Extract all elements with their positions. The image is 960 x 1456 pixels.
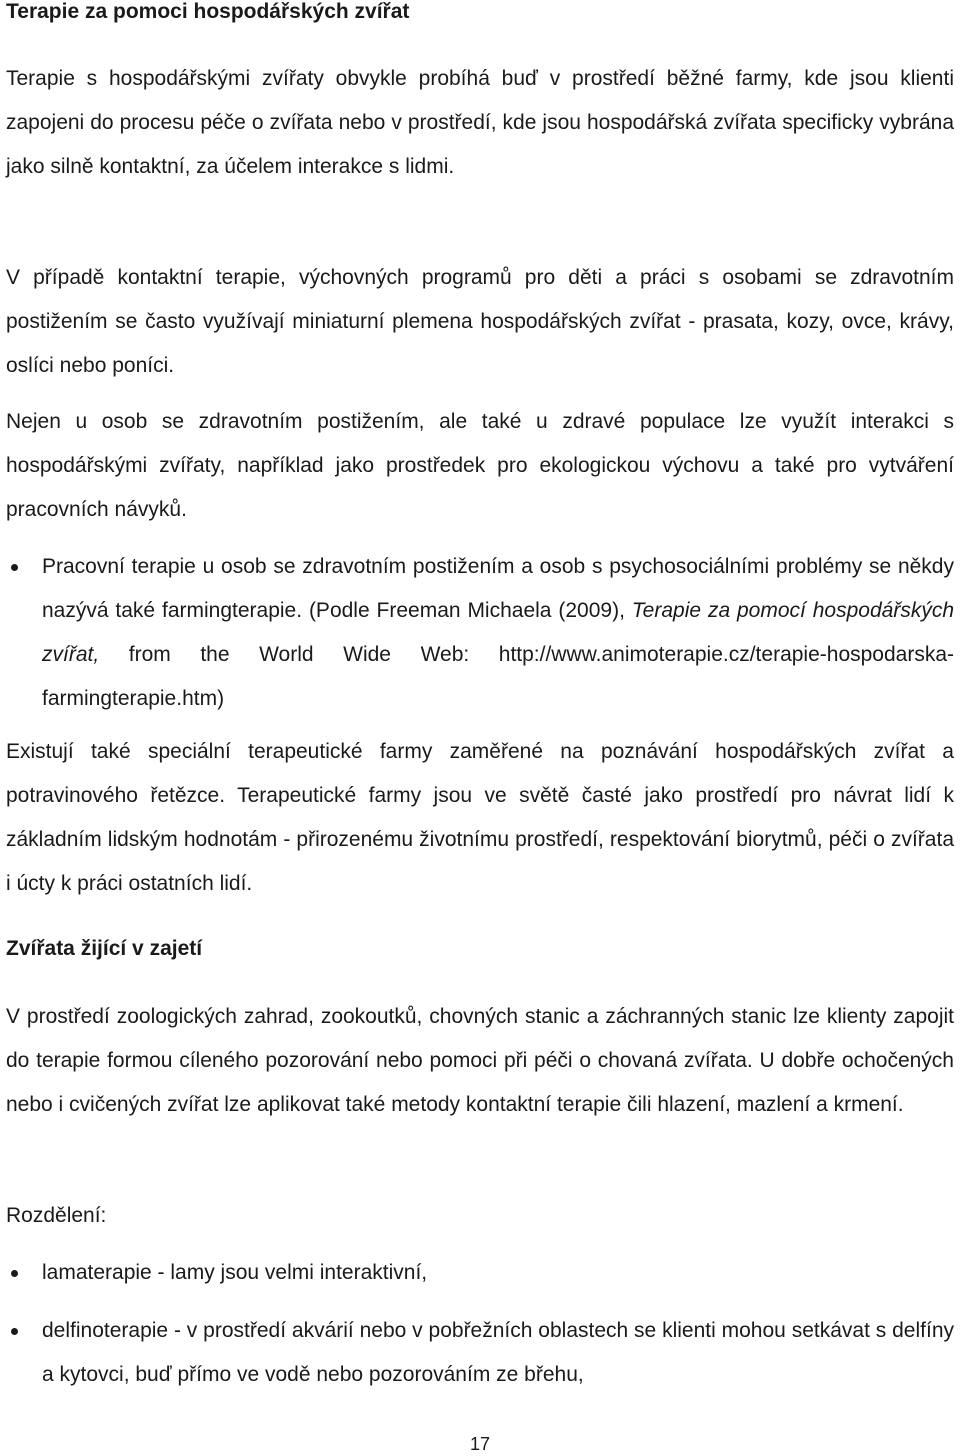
bullet-lamaterapie [42,1251,954,1295]
paragraph-intro: Terapie s hospodářskými zvířaty obvykle probíhá buď v prostředí běžné farmy, kde jsou klienti zapojeni do procesu péče o zvířata nebo v prostředí, kde jsou hospodářská zvířata specificky vybrána jako silně kontaktní, za účelem interakce s lidmi. [6,67,954,178]
paragraph-therapeutic-farms: Existují také speciální terapeutické farmy zaměřené na poznávání hospodářských zvířat a potravinového řetězce. Terapeutické farmy jsou ve světě časté jako prostředí pro návrat lidí k základním lidským hodnotám - přirozenému životnímu prostředí, respektování biorytmů, péči o zvířata i úcty k práci ostatních lidí. [6,740,954,895]
paragraph-division-label: Rozdělení: [6,1204,107,1227]
section-heading: Terapie za pomoci hospodářských zvířat [6,0,410,23]
bullet-icon [11,1328,18,1335]
bullet-farmingterapie [42,545,954,721]
bullet-text: lamaterapie - lamy jsou velmi interaktivní, [42,1261,428,1284]
bullet-text: delfinoterapie - v prostředí akvárií nebo v pobřežních oblastech se klienti mohou setkávat s delfíny a kytovci, buď přímo ve vodě nebo pozorováním ze břehu, [42,1319,954,1386]
bullet-delfinoterapie [42,1309,954,1397]
paragraph-contact-therapy: V případě kontaktní terapie, výchovných programů pro děti a práci s osobami se zdravotním postižením se často využívají miniaturní plemena hospodářských zvířat - prasata, kozy, ovce, krávy, oslíci nebo poníci. [6,266,954,377]
subsection-heading: Zvířata žijící v zajetí [6,937,203,960]
bullet-text: Pracovní terapie u osob se zdravotním postižením a osob s psychosociálními problémy se někdy nazývá také farmingterapie. (Podle Freeman Michaela (2009), [42,555,954,622]
paragraph-healthy-population: Nejen u osob se zdravotním postižením, ale také u zdravé populace lze využít interakci s hospodářskými zvířaty, například jako prostředek pro ekologickou výchovu a také pro vytváření pracovních návyků. [6,410,954,521]
bullet-icon [11,564,18,571]
citation-title: Terapie za pomocí hospodářských zvířat, [42,599,954,666]
page-number: 17 [469,1434,491,1454]
bullet-icon [11,1270,18,1277]
citation-source: from the World Wide Web: http://www.animoterapie.cz/terapie-hospodarska-farmingterapie.htm) [42,643,954,710]
paragraph-zoo: V prostředí zoologických zahrad, zookoutků, chovných stanic a záchranných stanic lze klienty zapojit do terapie formou cíleného pozorování nebo pomoci při péči o chovaná zvířata. U dobře ochočených nebo i cvičených zvířat lze aplikovat také metody kontaktní terapie čili hlazení, mazlení a krmení. [6,1005,954,1116]
